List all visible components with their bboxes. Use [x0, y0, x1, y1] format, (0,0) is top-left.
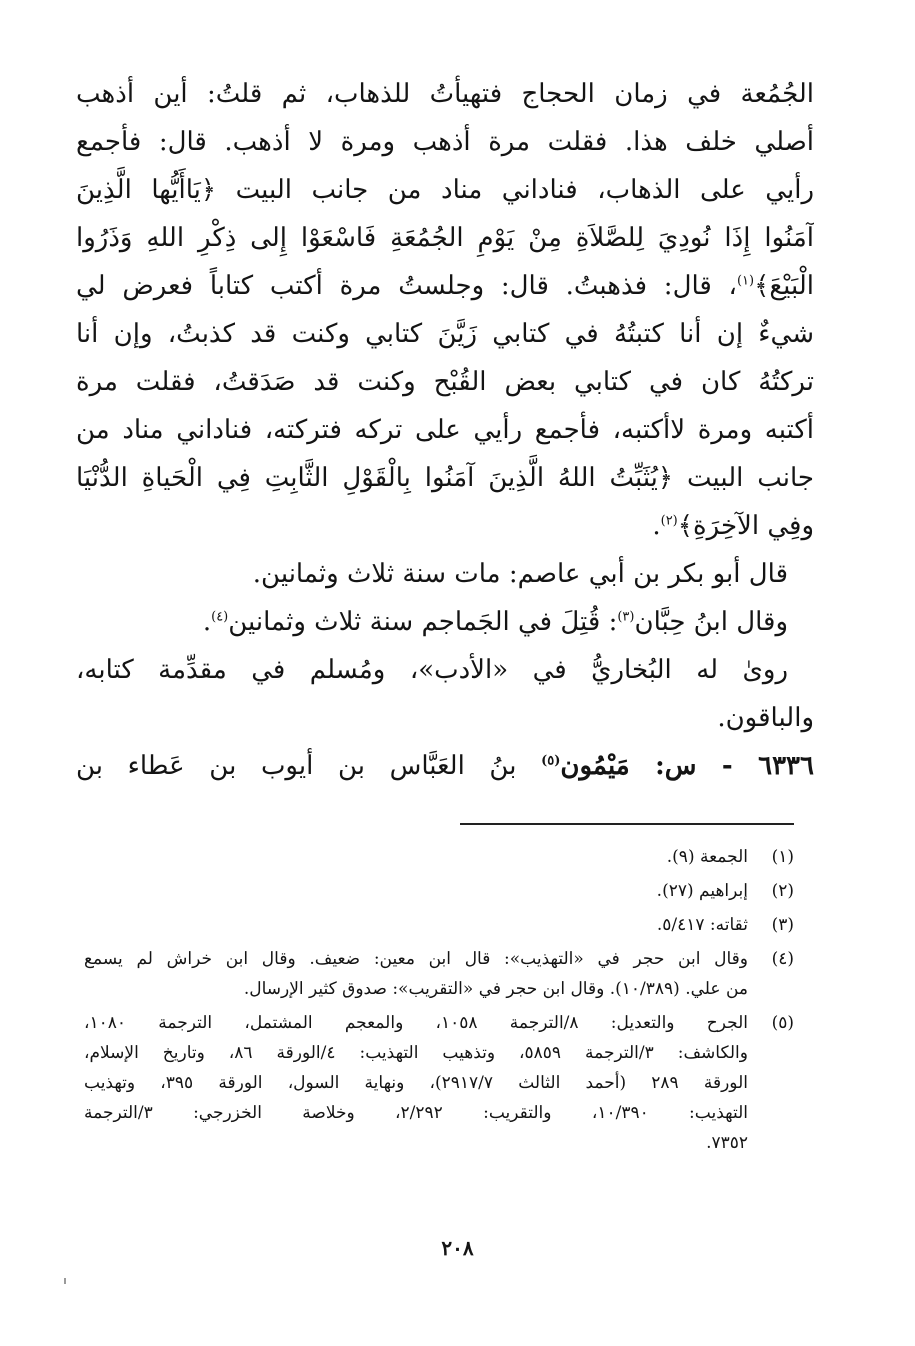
- footnote-line: الجرح والتعديل: ٨/الترجمة ١٠٥٨، والمعجم المشتمل، الترجمة ١٠٨٠،: [84, 1013, 748, 1033]
- footnote-ref-2[interactable]: (٢): [660, 513, 678, 529]
- text-line: أصلي خلف هذا. فقلت مرة أذهب ومرة لا أذهب. قال: فأجمع: [76, 127, 814, 157]
- footnote: [84, 1008, 794, 1158]
- text-line: رأيي على الذهاب، فناداني مناد من جانب البيت ﴿يَاأَيُّها الَّذِينَ: [76, 175, 814, 205]
- text-segment: .: [202, 607, 212, 637]
- text-line: [76, 262, 814, 310]
- scan-speck: [64, 1278, 66, 1284]
- page-number: ٢٠٨: [441, 1236, 474, 1260]
- text-line: الجُمُعة في زمان الحجاج فتهيأتُ للذهاب، ثم قلتُ: أين أذهب: [76, 79, 814, 109]
- text-line: روىٰ له البُخاريُّ في «الأدب»، ومُسلم في مقدِّمة كتابه،: [76, 655, 788, 685]
- quran-quote-end: الْبَيْعَ﴾: [754, 271, 814, 301]
- text-line: جانب البيت ﴿يُثَبِّتُ اللهُ الَّذِينَ آمَنُوا بِالْقَوْلِ الثَّابِتِ فِي الْحَياةِ الدُّنْيَا: [76, 463, 814, 493]
- main-text: [76, 70, 814, 790]
- footnote: [84, 910, 794, 940]
- footnote-line: والكاشف: ٣/الترجمة ٥٨٥٩، وتذهيب التهذيب: ٤/الورقة ٨٦، وتاريخ الإسلام،: [84, 1043, 748, 1063]
- footnote-mark: (٢): [771, 881, 794, 901]
- footnote-ref-4[interactable]: (٤): [211, 609, 229, 625]
- footnote-mark: (٣): [771, 915, 794, 935]
- footnote-line: الجمعة (٩).: [666, 847, 748, 867]
- text-line: [76, 502, 814, 550]
- text-line: أكتبه ومرة لاأكتبه، فأجمع رأيي على تركه فتركته، فناداني مناد من: [76, 415, 814, 445]
- text-line: قال أبو بكر بن أبي عاصم: مات سنة ثلاث وثمانين.: [252, 559, 788, 589]
- footnote-line: ٧٣٥٢.: [706, 1133, 748, 1153]
- footnote-ref-1[interactable]: (١): [736, 273, 755, 289]
- footnote-ref-3[interactable]: (٣): [617, 609, 635, 625]
- quran-quote-end: وفِي الآخِرَةِ﴾: [677, 511, 814, 541]
- footnote: [84, 944, 794, 1004]
- footnote-line: وقال ابن حجر في «التهذيب»: قال ابن معين: ضعيف. وقال ابن خراش لم يسمع: [84, 949, 748, 969]
- footnotes: [84, 842, 794, 1162]
- text-segment: .: [652, 511, 661, 541]
- footnote-mark: (١): [771, 847, 794, 867]
- text-line: آمَنُوا إِذَا نُودِيَ لِلصَّلاَةِ مِنْ يَوْمِ الجُمُعَةِ فَاسْعَوْا إِلى ذِكْرِ اللهِ وَذَرُوا: [76, 223, 814, 253]
- text-line: شيءٌ إن أنا كتبتُهُ في كتابي زَيَّنَ كتابي وكنت قد كذبتُ، وإن أنا: [76, 319, 814, 349]
- entry-number: ٦٣٣٦ - س:: [655, 751, 814, 781]
- entry-name: مَيْمُون: [560, 751, 656, 781]
- footnote-ref-5[interactable]: (٥): [541, 753, 561, 769]
- footnote: [84, 842, 794, 872]
- footnote-line: الورقة ٢٨٩ (أحمد الثالث ٢٩١٧/٧)، ونهاية السول، الورقة ٣٩٥، وتهذيب: [84, 1073, 748, 1093]
- text-line: والباقون.: [717, 703, 814, 733]
- footnote: [84, 876, 794, 906]
- text-segment: ، قال: فذهبتُ. قال: وجلستُ مرة أكتب كتاباً فعرض لي: [76, 271, 737, 301]
- text-segment: وقال ابنُ حِبَّان: [634, 607, 788, 637]
- text-segment: : قُتِلَ في الجَماجم سنة ثلاث وثمانين: [228, 607, 618, 637]
- footnote-line: إبراهيم (٢٧).: [656, 881, 748, 901]
- entry-name-rest: بنُ العَبَّاس بن أيوب بن عَطاء بن: [76, 751, 542, 781]
- text-line: تركتُهُ كان في كتابي بعض القُبْح وكنت قد صَدَقتُ، فقلت مرة: [76, 367, 814, 397]
- footnote-mark: (٤): [771, 949, 794, 969]
- footnote-mark: (٥): [771, 1013, 794, 1033]
- footnote-line: التهذيب: ١٠/٣٩٠، والتقريب: ٢/٢٩٢، وخلاصة الخزرجي: ٣/الترجمة: [84, 1103, 748, 1123]
- footnote-line: من علي. (١٠/٣٨٩). وقال ابن حجر في «التقريب»: صدوق كثير الإرسال.: [243, 979, 748, 999]
- footnote-separator: [460, 823, 794, 825]
- entry-heading: [76, 742, 814, 790]
- footnote-line: ثقاته: ٥/٤١٧.: [656, 915, 748, 935]
- text-line: [76, 598, 814, 646]
